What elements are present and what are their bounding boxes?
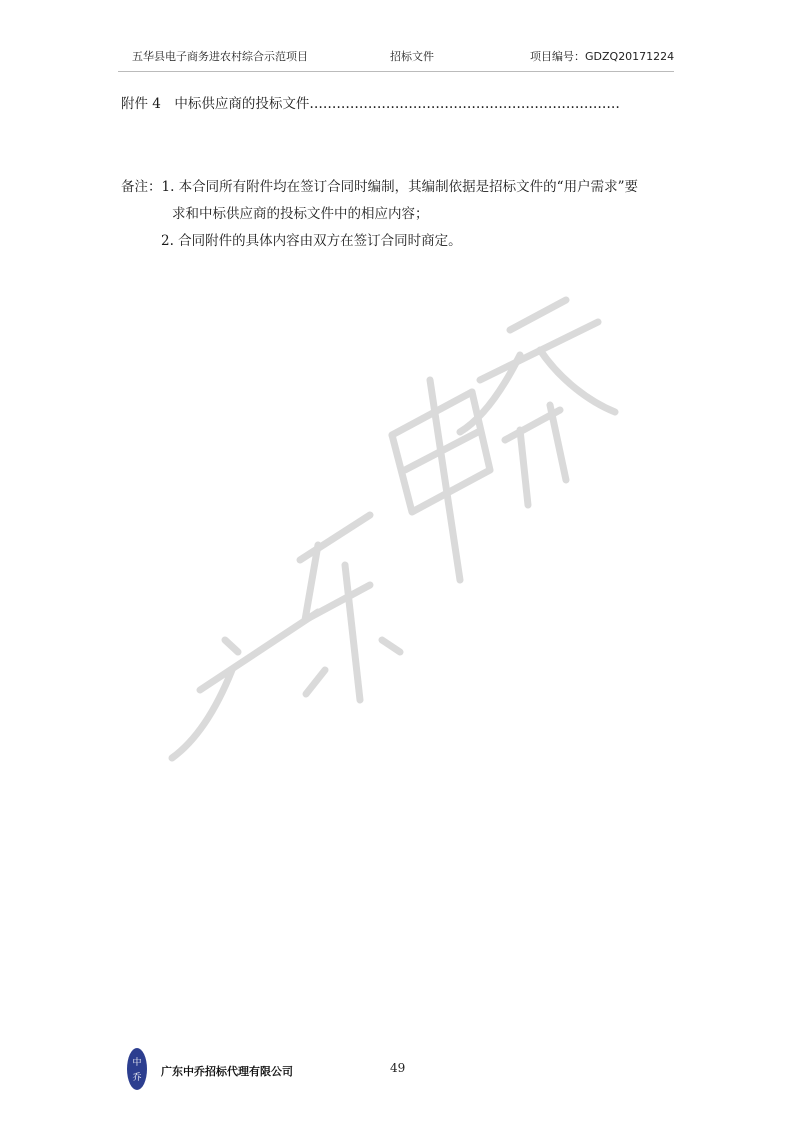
note-item-1-continuation: 求和中标供应商的投标文件中的相应内容； — [172, 206, 429, 222]
page-header — [0, 48, 793, 64]
header-doc-type: 招标文件 — [390, 50, 434, 63]
page-footer — [0, 1045, 793, 1095]
company-name: 广东中乔招标代理有限公司 — [161, 1065, 293, 1078]
note-item-2: 2. 合同附件的具体内容由双方在签订合同时商定。 — [161, 233, 462, 249]
svg-text:乔: 乔 — [132, 1073, 142, 1083]
company-logo — [126, 1047, 148, 1091]
page-number: 49 — [390, 1061, 406, 1075]
header-divider — [118, 71, 674, 72]
annex-4-line: 附件 4 中标供应商的投标文件…………………………………………………………… — [121, 96, 620, 112]
note-item-1: 备注：1. 本合同所有附件均在签订合同时编制，其编制依据是招标文件的“用户需求”要 — [121, 179, 638, 195]
header-project-name: 五华县电子商务进农村综合示范项目 — [132, 50, 308, 63]
header-project-number: 项目编号：GDZQ20171224 — [530, 50, 675, 63]
svg-text:中: 中 — [132, 1058, 142, 1068]
